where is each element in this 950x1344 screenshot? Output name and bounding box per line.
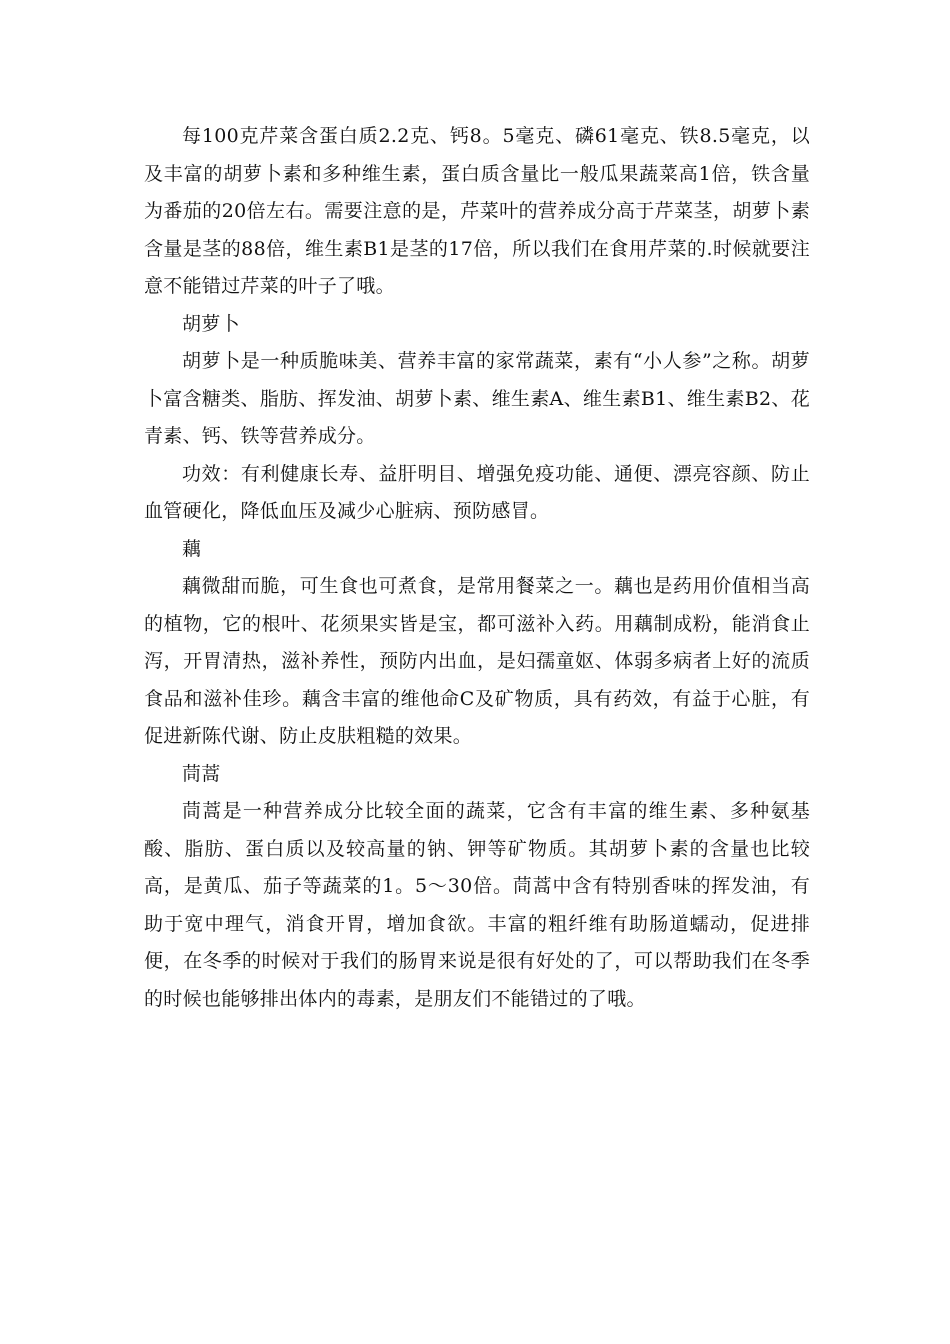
paragraph-crown-daisy: 茼蒿是一种营养成分比较全面的蔬菜，它含有丰富的维生素、多种氨基酸、脂肪、蛋白质以及较高量的钠、钾等矿物质。其胡萝卜素的含量也比较高，是黄瓜、茄子等蔬菜的1。5～30倍。茼蒿中含有特别香味的挥发油，有助于宽中理气，消食开胃，增加食欲。丰富的粗纤维有助肠道蠕动，促进排便，在冬季的时候对于我们的肠胃来说是很有好处的了，可以帮助我们在冬季的时候也能够排出体内的毒素，是朋友们不能错过的了哦。 xyxy=(144,800,810,1010)
paragraph-lotus-root: 藕微甜而脆，可生食也可煮食，是常用餐菜之一。藕也是药用价值相当高的植物，它的根叶、花须果实皆是宝，都可滋补入药。用藕制成粉，能消食止泻，开胃清热，滋补养性，预防内出血，是妇孺童妪、体弱多病者上好的流质食品和滋补佳珍。藕含丰富的维他命C及矿物质，具有药效，有益于心脏，有促进新陈代谢、防止皮肤粗糙的效果。 xyxy=(144,575,810,747)
heading-lotus-root: 藕 xyxy=(182,537,202,560)
heading-carrot: 胡萝卜 xyxy=(182,312,240,335)
document-body xyxy=(144,118,810,1018)
paragraph-carrot-intro: 胡萝卜是一种质脆味美、营养丰富的家常蔬菜，素有“小人参”之称。胡萝卜富含糖类、脂肪、挥发油、胡萝卜素、维生素A、维生素B1、维生素B2、花青素、钙、铁等营养成分。 xyxy=(144,350,810,447)
heading-crown-daisy: 茼蒿 xyxy=(182,762,221,785)
paragraph-carrot-effects: 功效：有利健康长寿、益肝明目、增强免疫功能、通便、漂亮容颜、防止血管硬化，降低血压及减少心脏病、预防感冒。 xyxy=(144,462,810,522)
paragraph-celery-nutrition: 每100克芹菜含蛋白质2.2克、钙8。5毫克、磷61毫克、铁8.5毫克，以及丰富的胡萝卜素和多种维生素，蛋白质含量比一般瓜果蔬菜高1倍，铁含量为番茄的20倍左右。需要注意的是，芹菜叶的营养成分高于芹菜茎，胡萝卜素含量是茎的88倍，维生素B1是茎的17倍，所以我们在食用芹菜的.时候就要注意不能错过芹菜的叶子了哦。 xyxy=(144,125,810,297)
